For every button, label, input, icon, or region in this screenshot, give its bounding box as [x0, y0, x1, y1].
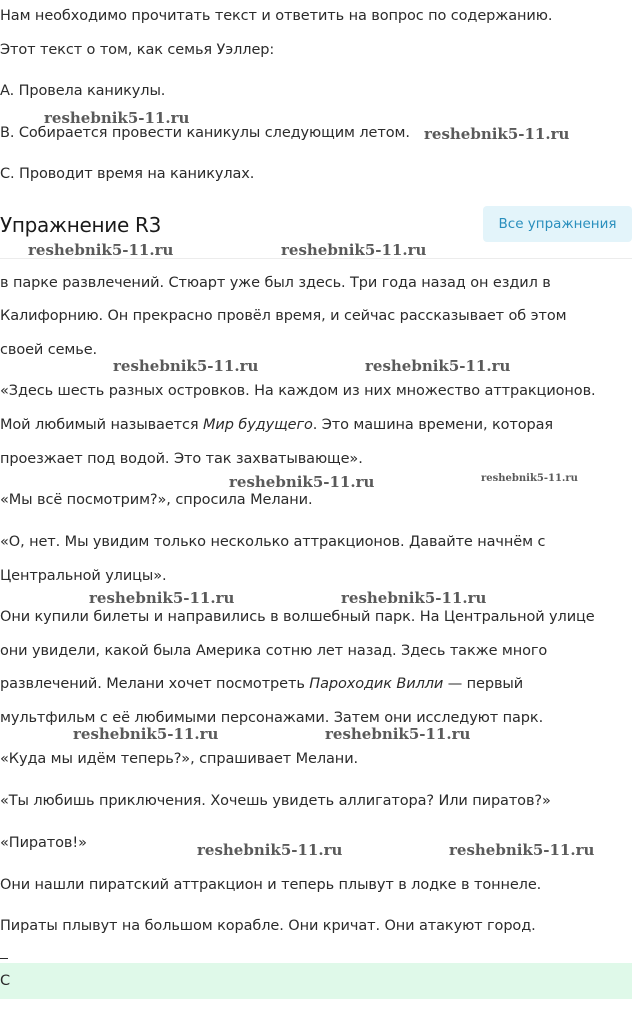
text-line: Пираты плывут на большом корабле. Они кричат. Они атакуют город. — [0, 918, 536, 934]
text-line: мультфильм с её любимыми персонажами. Затем они исследуют парк. — [0, 710, 544, 726]
watermark: reshebnik5-11.ru — [325, 725, 471, 743]
exercise-title: Упражнение R3 — [0, 213, 162, 237]
watermark: reshebnik5-11.ru — [229, 473, 375, 491]
text-segment: . Это машина времени, которая — [312, 417, 554, 433]
watermark: reshebnik5-11.ru — [365, 357, 511, 375]
watermark: reshebnik5-11.ru — [424, 125, 570, 143]
watermark: reshebnik5-11.ru — [197, 841, 343, 859]
attraction-name: Мир будущего — [203, 417, 313, 433]
all-exercises-button[interactable]: Все упражнения — [483, 206, 632, 242]
watermark: reshebnik5-11.ru — [449, 841, 595, 859]
separator-dash — [0, 958, 8, 959]
option-b: B. Собирается провести каникулы следующим летом. — [0, 125, 410, 141]
answer-label: C — [0, 973, 11, 989]
watermark: reshebnik5-11.ru — [28, 241, 174, 259]
text-line: Калифорнию. Он прекрасно провёл время, и сейчас рассказывает об этом — [0, 308, 567, 324]
text-line: «Куда мы идём теперь?», спрашивает Мелани. — [0, 751, 359, 767]
cartoon-name: Пароходик Вилли — [309, 676, 444, 692]
text-line: «Пиратов!» — [0, 835, 87, 851]
option-a: A. Провела каникулы. — [0, 83, 166, 99]
text-line: «Здесь шесть разных островков. На каждом из них множество аттракционов. — [0, 383, 596, 399]
text-line: «Мы всё посмотрим?», спросила Мелани. — [0, 492, 313, 508]
text-line: Они купили билеты и направились в волшебный парк. На Центральной улице — [0, 609, 595, 625]
text-line: своей семье. — [0, 342, 98, 358]
text-line: Центральной улицы». — [0, 568, 167, 584]
watermark: reshebnik5-11.ru — [281, 241, 427, 259]
answer-bar[interactable] — [0, 963, 632, 999]
text-line: в парке развлечений. Стюарт уже был здесь. Три года назад он ездил в — [0, 275, 551, 291]
text-line: «О, нет. Мы увидим только несколько аттракционов. Давайте начнём с — [0, 534, 546, 550]
watermark: reshebnik5-11.ru — [341, 589, 487, 607]
text-segment: развлечений. Мелани хочет посмотреть — [0, 676, 310, 692]
watermark: reshebnik5-11.ru — [481, 473, 578, 484]
question-prompt: Этот текст о том, как семья Уэллер: — [0, 42, 275, 58]
question-intro: Нам необходимо прочитать текст и ответить на вопрос по содержанию. — [0, 8, 553, 24]
text-line: «Ты любишь приключения. Хочешь увидеть аллигатора? Или пиратов?» — [0, 793, 551, 809]
text-line: Они нашли пиратский аттракцион и теперь плывут в лодке в тоннеле. — [0, 877, 542, 893]
watermark: reshebnik5-11.ru — [89, 589, 235, 607]
text-line: они увидели, какой была Америка сотню лет назад. Здесь также много — [0, 643, 548, 659]
text-line — [0, 415, 553, 435]
watermark: reshebnik5-11.ru — [44, 109, 190, 127]
text-line: проезжает под водой. Это так захватывающе». — [0, 451, 363, 467]
option-c: C. Проводит время на каникулах. — [0, 166, 255, 182]
watermark: reshebnik5-11.ru — [113, 357, 259, 375]
text-segment: — первый — [443, 676, 524, 692]
text-segment: Мой любимый называется — [0, 417, 204, 433]
watermark: reshebnik5-11.ru — [73, 725, 219, 743]
text-line — [0, 674, 523, 694]
